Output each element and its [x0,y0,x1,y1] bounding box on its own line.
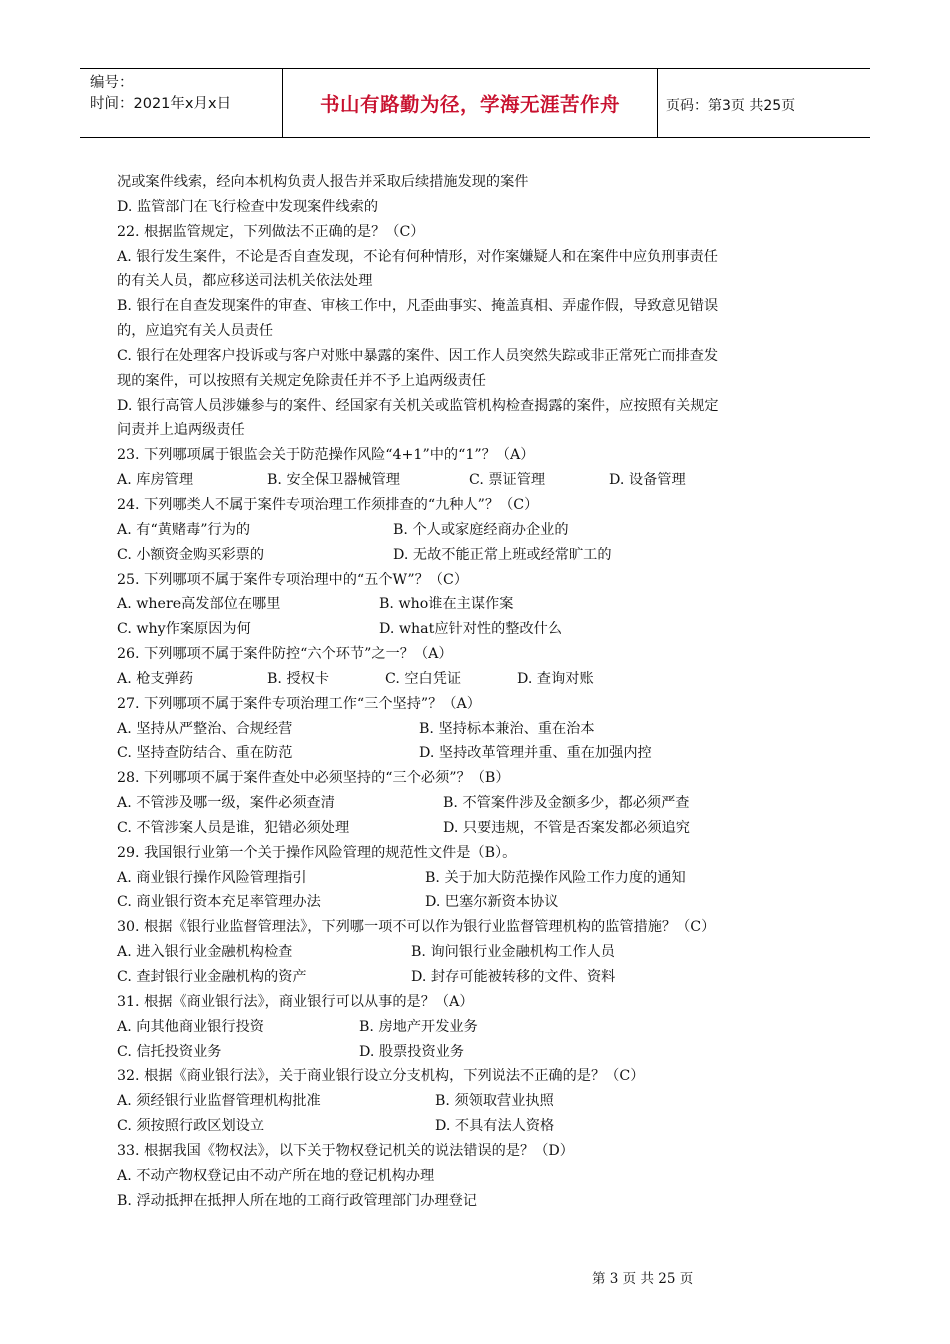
text-line: 31. 根据《商业银行法》，商业银行可以从事的是？（A） [117,993,474,1010]
option-text: C. 不管涉案人员是谁，犯错必须处理 [117,819,350,836]
text-line: B. 浮动抵押在抵押人所在地的工商行政管理部门办理登记 [117,1192,477,1209]
option-text: B. 关于加大防范操作风险工作力度的通知 [425,869,686,886]
option-text: C. 查封银行业金融机构的资产 [117,969,307,985]
header-motto: 书山有路勤为径，学海无涯苦作舟 [319,93,620,116]
text-line [117,717,837,742]
option-text: D. 查询对账 [517,670,594,687]
text-line [117,518,837,543]
text-line [117,1114,837,1139]
option-text: B. 房地产开发业务 [359,1018,478,1035]
option-text: D. 坚持改革管理并重、重在加强内控 [419,745,652,762]
option-text: D. 股票投资业务 [359,1043,465,1060]
page-header [80,68,870,138]
text-line: 24. 下列哪类人不属于案件专项治理工作须排查的“九种人”？（C） [117,496,539,513]
text-line [117,791,837,816]
text-line [117,965,837,990]
option-text: D. what应针对性的整改什么 [379,621,563,638]
option-text: A. 枪支弹药 [117,670,194,687]
text-line [117,741,837,766]
page-footer: 第 3 页 共 25 页 [592,1271,694,1287]
option-text: A. 进入银行业金融机构检查 [117,944,293,961]
document-body [117,170,837,1213]
text-line [117,617,837,642]
text-line [117,592,837,617]
option-text: A. where高发部位在哪里 [117,596,281,613]
document-number-label: 编号： [90,75,134,91]
option-text: C. 票证管理 [469,472,546,489]
option-text: C. 空白凭证 [385,670,462,687]
text-line: 的，应追究有关人员责任 [117,323,274,340]
text-line: 的有关人员，都应移送司法机关依法处理 [117,273,373,290]
text-line [117,543,837,568]
option-text: C. 商业银行资本充足率管理办法 [117,894,321,911]
option-text: D. 不具有法人资格 [435,1118,555,1135]
option-text: C. 信托投资业务 [117,1043,222,1060]
text-line: 22. 根据监管规定，下列做法不正确的是？（C） [117,223,425,240]
option-text: A. 坚持从严整治、合规经营 [117,720,293,737]
option-text: D. 设备管理 [609,472,686,489]
text-line: 27. 下列哪项不属于案件专项治理工作“三个坚持”？（A） [117,695,481,712]
header-info [90,73,280,115]
option-text: A. 须经银行业监督管理机构批准 [117,1093,321,1110]
option-text: D. 巴塞尔新资本协议 [425,894,559,911]
text-line: D. 银行高管人员涉嫌参与的案件、经国家有关机关或监管机构检查揭露的案件，应按照有关规定 [117,397,719,414]
document-date: 时间：2021年x月x日 [90,96,232,112]
option-text: B. 坚持标本兼治、重在治本 [419,720,595,737]
text-line: A. 银行发生案件，不论是否自查发现，不论有何种情形，对作案嫌疑人和在案件中应负刑事责任 [117,248,718,265]
text-line: 23. 下列哪项属于银监会关于防范操作风险“4+1”中的“1”？（A） [117,447,535,464]
text-line: 28. 下列哪项不属于案件查处中必须坚持的“三个必须”？（B） [117,770,510,787]
option-text: A. 不管涉及哪一级，案件必须查清 [117,795,335,812]
option-text: D. 无故不能正常上班或经常旷工的 [393,546,612,563]
option-text: C. why作案原因为何 [117,621,251,638]
option-text: B. 询问银行业金融机构工作人员 [411,944,615,961]
text-line: 26. 下列哪项不属于案件防控“六个环节”之一？（A） [117,646,453,663]
text-line [117,1040,837,1065]
option-text: C. 小额资金购买彩票的 [117,546,265,563]
text-line [117,468,837,493]
option-text: A. 商业银行操作风险管理指引 [117,869,307,886]
option-text: B. 授权卡 [267,670,330,687]
text-line: 33. 根据我国《物权法》，以下关于物权登记机关的说法错误的是？（D） [117,1142,574,1159]
text-line: 30. 根据《银行业监督管理法》，下列哪一项不可以作为银行业监督管理机构的监管措施？（C） [117,919,716,936]
text-line: 25. 下列哪项不属于案件专项治理中的“五个W”？（C） [117,571,469,588]
text-line: 32. 根据《商业银行法》，关于商业银行设立分支机构，下列说法不正确的是？（C） [117,1068,645,1085]
text-line: A. 不动产物权登记由不动产所在地的登记机构办理 [117,1167,435,1184]
option-text: B. 不管案件涉及金额多少，都必须严查 [443,795,690,812]
option-text: B. 安全保卫器械管理 [267,472,400,489]
text-line: D. 监管部门在飞行检查中发现案件线索的 [117,198,379,215]
option-text: D. 只要违规，不管是否案发都必须追究 [443,819,690,836]
text-line [117,940,837,965]
option-text: A. 向其他商业银行投资 [117,1018,264,1035]
text-line: 况或案件线索，经向本机构负责人报告并采取后续措施发现的案件 [117,174,529,190]
option-text: B. 须领取营业执照 [435,1093,554,1110]
option-text: A. 有“黄赌毒”行为的 [117,521,251,538]
text-line [117,1089,837,1114]
header-divider [657,69,658,137]
text-line [117,667,837,692]
text-line: C. 银行在处理客户投诉或与客户对账中暴露的案件、因工作人员突然失踪或非正常死亡而排查发 [117,347,719,364]
text-line: B. 银行在自查发现案件的审查、审核工作中，凡歪曲事实、掩盖真相、弄虚作假，导致意见错误 [117,298,719,315]
text-line: 29. 我国银行业第一个关于操作风险管理的规范性文件是（B）。 [117,844,517,861]
text-line: 问责并上追两级责任 [117,422,245,439]
option-text: C. 须按照行政区划设立 [117,1118,265,1135]
text-line [117,866,837,891]
text-line [117,816,837,841]
option-text: B. 个人或家庭经商办企业的 [393,521,569,538]
text-line [117,1015,837,1040]
option-text: B. who谁在主谋作案 [379,596,514,613]
option-text: A. 库房管理 [117,472,194,489]
option-text: D. 封存可能被转移的文件、资料 [411,969,616,985]
text-line [117,890,837,915]
option-text: C. 坚持查防结合、重在防范 [117,745,293,762]
header-page-info: 页码：第3页 共25页 [666,98,796,114]
text-line: 现的案件，可以按照有关规定免除责任并不予上追两级责任 [117,372,486,389]
